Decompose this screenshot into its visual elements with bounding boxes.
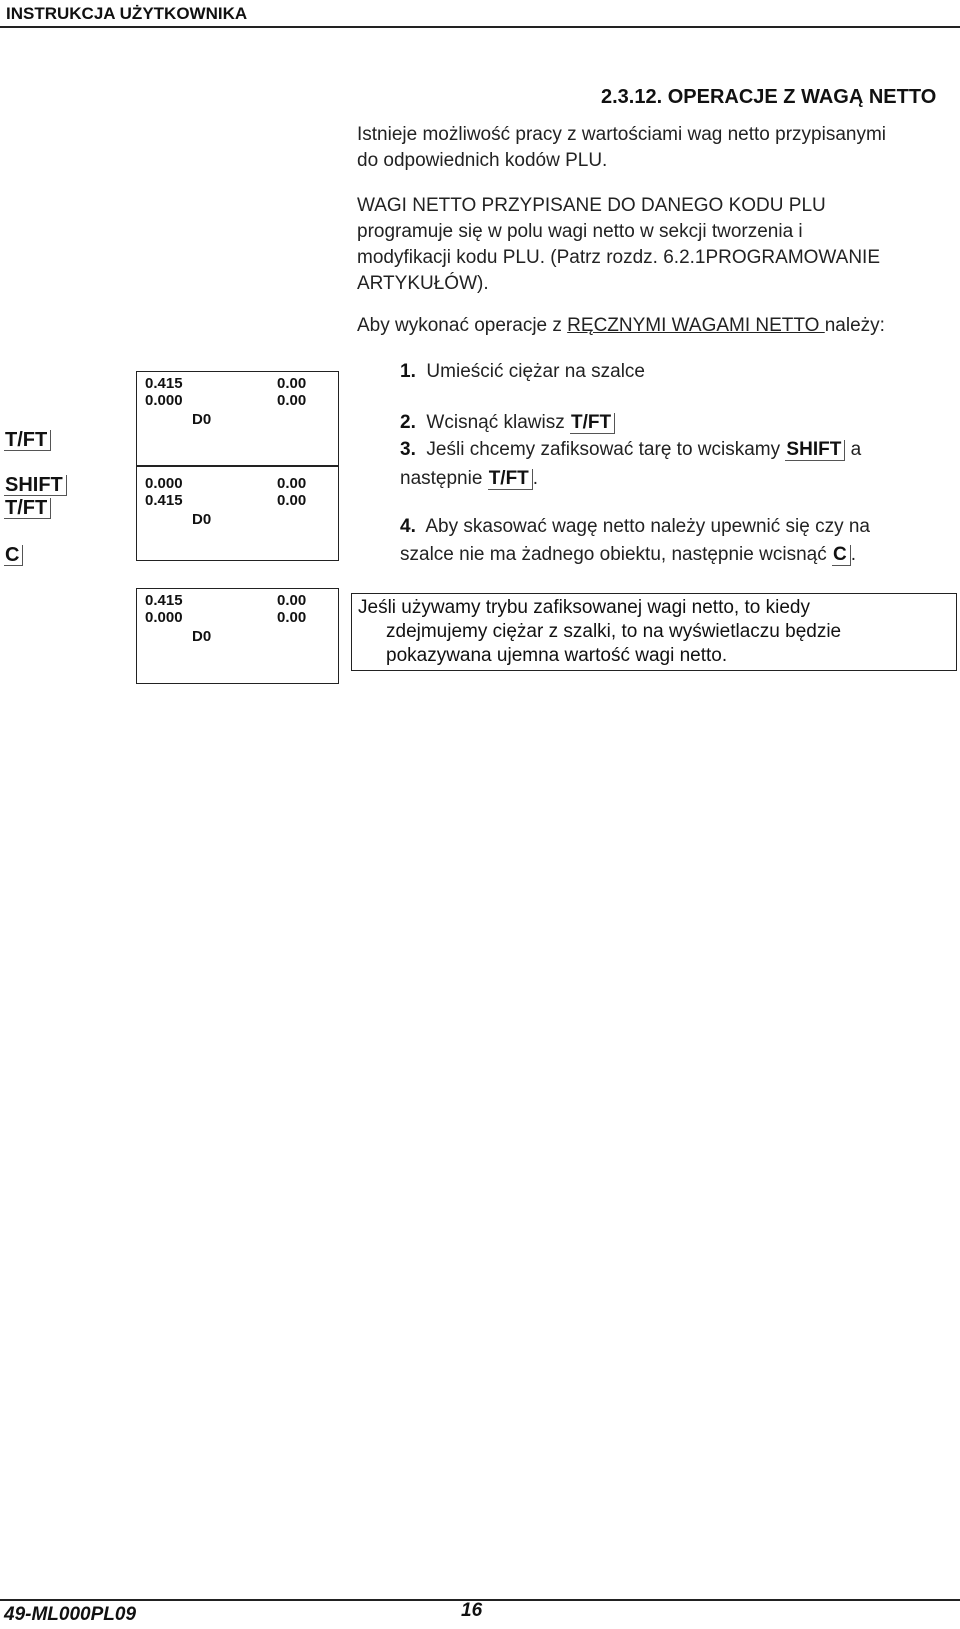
step-4-continued xyxy=(400,542,856,568)
key-tft-label: T/FT xyxy=(4,430,51,451)
display-1-r3: D0 xyxy=(192,411,212,428)
side-key-tft-2 xyxy=(4,497,51,520)
display-3-r2-right: 0.00 xyxy=(277,609,307,626)
intro-paragraph xyxy=(357,122,886,174)
step-4-line2: szalce nie ma żadnego obiektu, następnie wcisnąć xyxy=(400,544,832,565)
step-3-end: . xyxy=(532,468,539,489)
header-title: INSTRUKCJA UŻYTKOWNIKA xyxy=(6,4,248,23)
header-divider xyxy=(0,26,960,28)
display-2-r2-left: 0.415 xyxy=(145,492,183,509)
note-line-3: pokazywana ujemna wartość wagi netto. xyxy=(386,645,728,666)
intro-line-1: Istnieje możliwość pracy z wartościami wag netto przypisanymi xyxy=(357,124,887,145)
plu-line-1: WAGI NETTO PRZYPISANE DO DANEGO KODU PLU xyxy=(357,195,826,216)
intro-line-2: do odpowiednich kodów PLU. xyxy=(357,150,608,171)
step-1-number: 1. xyxy=(400,361,416,382)
display-1-r2-right: 0.00 xyxy=(277,392,307,409)
step-3-line2: następnie xyxy=(400,468,488,489)
display-2-r3: D0 xyxy=(192,511,212,528)
side-key-tft xyxy=(4,429,51,452)
note-line-1: Jeśli używamy trybu zafiksowanej wagi netto, to kiedy xyxy=(358,597,810,618)
step-1-text: Umieścić ciężar na szalce xyxy=(426,361,645,382)
step-2-text: Wcisnąć klawisz xyxy=(426,412,570,433)
key-c-label: C xyxy=(4,545,23,566)
step-4-key-c: C xyxy=(832,545,851,566)
manual-prefix: Aby wykonać operacje z xyxy=(357,315,568,336)
scale-display-1 xyxy=(136,371,339,467)
note-box xyxy=(351,593,957,671)
manual-tare-intro xyxy=(357,313,885,339)
step-2-key: T/FT xyxy=(570,413,615,434)
display-1-r1-left: 0.415 xyxy=(145,375,183,392)
display-3-r2-left: 0.000 xyxy=(145,609,183,626)
display-2-r1-left: 0.000 xyxy=(145,475,183,492)
manual-underlined: RĘCZNYMI WAGAMI NETTO xyxy=(567,315,825,336)
step-3 xyxy=(400,437,861,463)
display-2-r2-right: 0.00 xyxy=(277,492,307,509)
plu-paragraph xyxy=(357,193,880,297)
plu-line-4: ARTYKUŁÓW). xyxy=(357,273,489,294)
footer-page-number: 16 xyxy=(461,1600,483,1621)
step-3-key-tft: T/FT xyxy=(488,469,533,490)
note-line-2: zdejmujemy ciężar z szalki, to na wyświetlaczu będzie xyxy=(386,621,842,642)
plu-line-3: modyfikacji kodu PLU. (Patrz rozdz. 6.2.1PROGRAMOWANIE xyxy=(357,247,881,268)
step-4-number: 4. xyxy=(400,516,416,537)
step-2-number: 2. xyxy=(400,412,416,433)
plu-line-2: programuje się w polu wagi netto w sekcji tworzenia i xyxy=(357,221,803,242)
side-key-c xyxy=(4,544,23,567)
step-3-mid: a xyxy=(845,439,862,460)
step-3-continued xyxy=(400,466,538,492)
step-3-text: Jeśli chcemy zafiksować tarę to wciskamy xyxy=(426,439,786,460)
step-4-text: Aby skasować wagę netto należy upewnić się czy na xyxy=(425,516,871,537)
manual-suffix: należy: xyxy=(824,315,885,336)
key-shift-label: SHIFT xyxy=(4,475,67,496)
display-1-r1-right: 0.00 xyxy=(277,375,307,392)
display-1-r2-left: 0.000 xyxy=(145,392,183,409)
display-3-r1-left: 0.415 xyxy=(145,592,183,609)
scale-display-3 xyxy=(136,588,339,684)
step-4-end: . xyxy=(850,544,856,565)
side-key-shift xyxy=(4,474,67,497)
step-2 xyxy=(400,410,615,436)
section-title: 2.3.12. OPERACJE Z WAGĄ NETTO xyxy=(601,86,937,108)
display-3-r3: D0 xyxy=(192,628,212,645)
display-2-r1-right: 0.00 xyxy=(277,475,307,492)
step-3-number: 3. xyxy=(400,439,416,460)
step-1 xyxy=(400,359,645,385)
step-3-key-shift: SHIFT xyxy=(785,440,845,461)
step-4 xyxy=(400,514,870,540)
scale-display-2 xyxy=(136,465,339,561)
footer-doc-code: 49-ML000PL09 xyxy=(4,1604,137,1625)
key-tft-2-label: T/FT xyxy=(4,498,51,519)
display-3-r1-right: 0.00 xyxy=(277,592,307,609)
